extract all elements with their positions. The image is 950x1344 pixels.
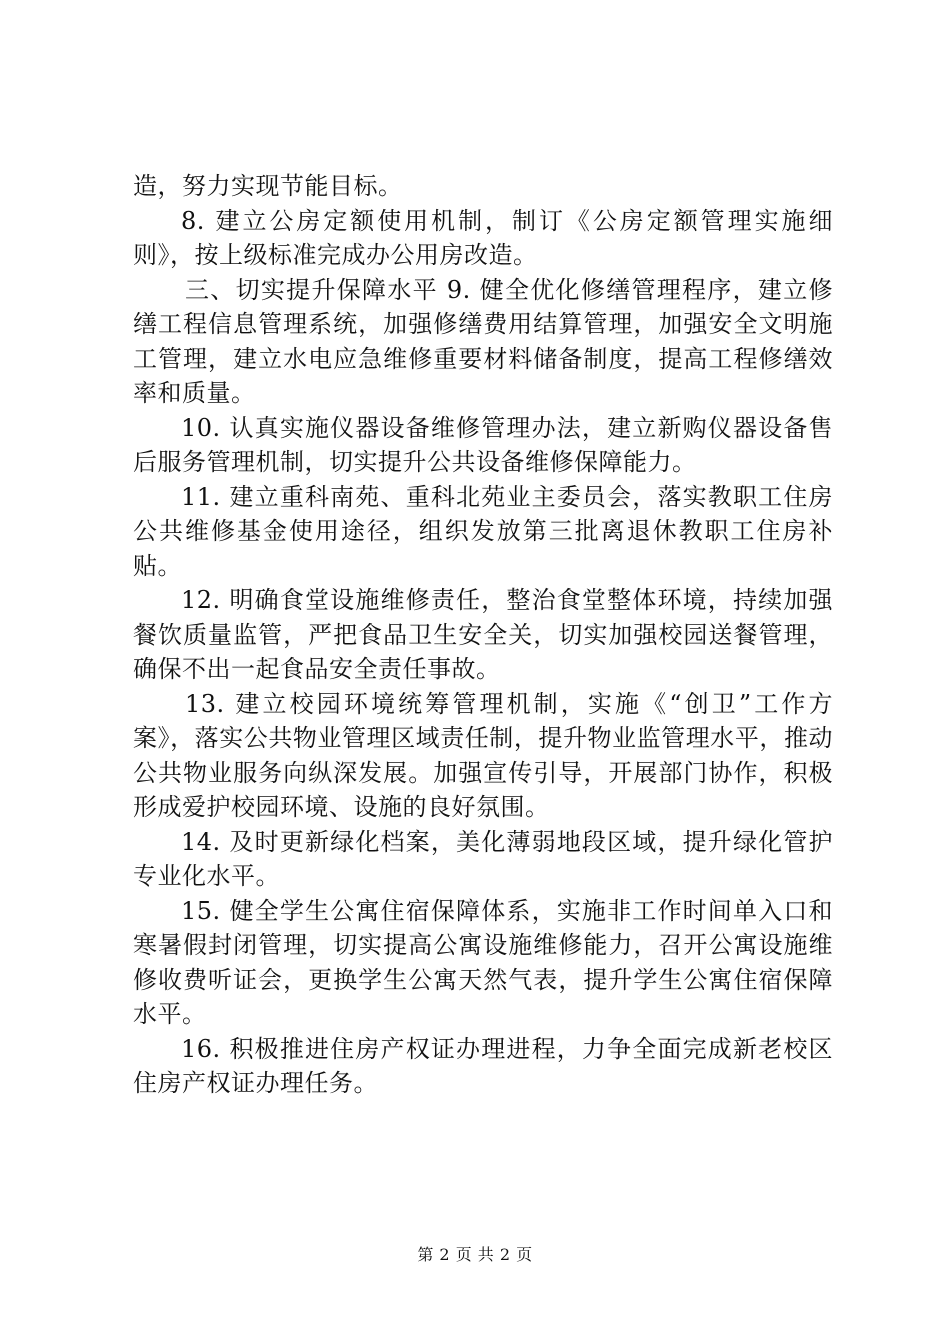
paragraph-item-11: 11. 建立重科南苑、重科北苑业主委员会，落实教职工住房公共维修基金使用途径，组织发放第三批离退休教职工住房补贴。 [133,482,833,580]
paragraph-item-13: 13. 建立校园环境统筹管理机制，实施《“创卫”工作方案》，落实公共物业管理区域责任制，提升物业监管理水平，推动公共物业服务向纵深发展。加强宣传引导，开展部门协作，积极形成爱护校园环境、设施的良好氛围。 [133,689,833,821]
paragraph-continuation: 造，努力实现节能目标。 [133,172,403,200]
paragraph-item-16: 16. 积极推进住房产权证办理进程，力争全面完成新老校区住房产权证办理任务。 [133,1034,833,1097]
paragraph-section-3-item-9: 三、切实提升保障水平 9. 健全优化修缮管理程序，建立修缮工程信息管理系统，加强修缮费用结算管理，加强安全文明施工管理，建立水电应急维修重要材料储备制度，提高工程修缮效率和质量。 [133,275,833,407]
paragraph-item-12: 12. 明确食堂设施维修责任，整治食堂整体环境，持续加强餐饮质量监管，严把食品卫生安全关，切实加强校园送餐管理，确保不出一起食品安全责任事故。 [133,586,833,683]
page-number-footer: 第 2 页 共 2 页 [417,1245,533,1264]
document-body [133,169,833,1101]
paragraph-item-15: 15. 健全学生公寓住宿保障体系，实施非工作时间单入口和寒暑假封闭管理，切实提高公寓设施维修能力，召开公寓设施维修收费听证会，更换学生公寓天然气表，提升学生公寓住宿保障水平。 [133,896,833,1028]
paragraph-item-8: 8. 建立公房定额使用机制，制订《公房定额管理实施细则》，按上级标准完成办公用房改造。 [133,206,833,269]
paragraph-item-14: 14. 及时更新绿化档案，美化薄弱地段区域，提升绿化管护专业化水平。 [133,827,833,890]
paragraph-item-10: 10. 认真实施仪器设备维修管理办法，建立新购仪器设备售后服务管理机制，切实提升公共设备维修保障能力。 [133,413,833,476]
